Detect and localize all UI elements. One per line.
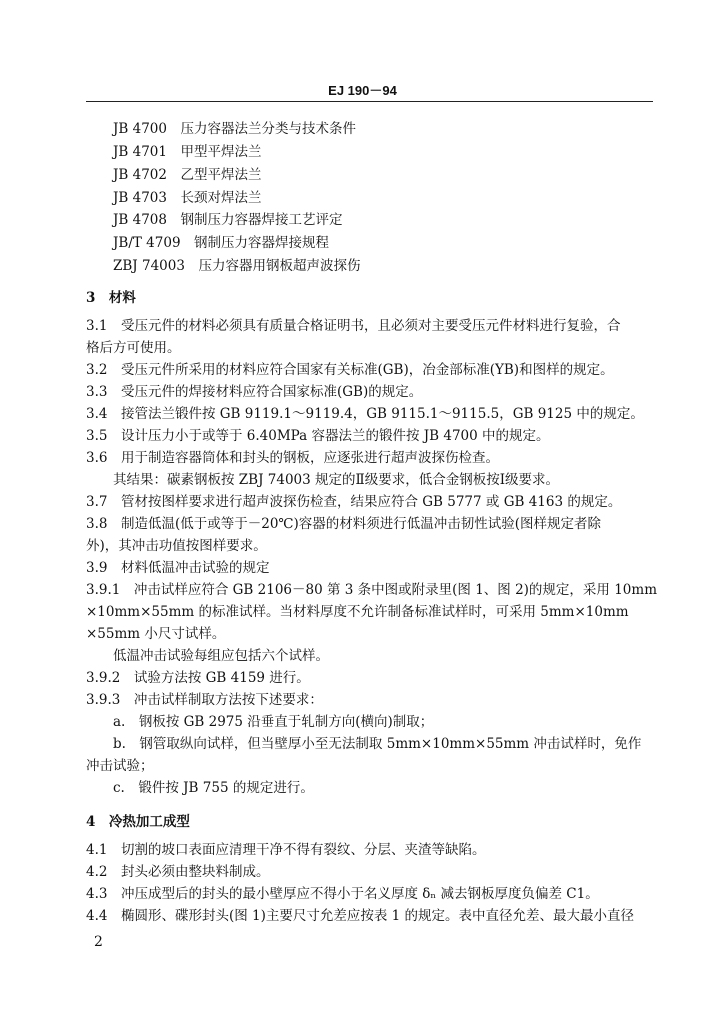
paragraph-line: 3.9.1 冲击试样应符合 GB 2106－80 第 3 条中图或附录里(图 1、图 2)的规定，采用 10mm [86, 582, 658, 598]
paragraph-line: 3.6 用于制造容器筒体和封头的钢板，应逐张进行超声波探伤检查。 [86, 450, 499, 466]
standard-line: ZBJ 74003 压力容器用钢板超声波探伤 [113, 258, 361, 274]
paragraph-line: 冲击试验； [86, 758, 154, 774]
paragraph-line: ×55mm 小尺寸试样。 [86, 626, 226, 642]
standard-line: JB 4708 钢制压力容器焊接工艺评定 [113, 212, 343, 228]
paragraph-line: 3.2 受压元件所采用的材料应符合国家有关标准(GB)，冶金部标准(YB)和图样的规定。 [86, 362, 614, 378]
paragraph-line: 低温冲击试验每组应包括六个试样。 [113, 648, 329, 664]
standard-line: JB/T 4709 钢制压力容器焊接规程 [113, 235, 330, 251]
list-item: c. 锻件按 JB 755 的规定进行。 [113, 780, 314, 796]
standard-line: JB 4703 长颈对焊法兰 [113, 190, 262, 206]
paragraph-line: 3.7 管材按图样要求进行超声波探伤检查，结果应符合 GB 5777 或 GB 4163 的规定。 [86, 494, 622, 510]
paragraph-line: 格后方可使用。 [86, 340, 181, 356]
paragraph-line: 3.9.3 冲击试样制取方法按下述要求： [86, 692, 323, 708]
section-4-heading: 4 冷热加工成型 [86, 814, 190, 830]
list-item: a. 钢板按 GB 2975 沿垂直于轧制方向(横向)制取； [113, 714, 434, 730]
list-item: b. 钢管取纵向试样，但当壁厚小至无法制取 5mm×10mm×55mm 冲击试样时，免作 [113, 736, 642, 752]
paragraph-line: 3.9.2 试验方法按 GB 4159 进行。 [86, 670, 310, 686]
paragraph-line: 3.4 接管法兰锻件按 GB 9119.1～9119.4，GB 9115.1～9115.5，GB 9125 中的规定。 [86, 406, 644, 422]
section-3-heading: 3 材料 [86, 290, 136, 306]
header-rule [86, 101, 653, 102]
paragraph-line: 3.9 材料低温冲击试验的规定 [86, 560, 270, 576]
paragraph-line: 3.5 设计压力小于或等于 6.40MPa 容器法兰的锻件按 JB 4700 中的规定。 [86, 428, 550, 444]
paragraph-line: 4.4 椭圆形、碟形封头(图 1)主要尺寸允差应按表 1 的规定。表中直径允差、最大最小直径 [86, 908, 635, 924]
standard-line: JB 4701 甲型平焊法兰 [113, 144, 262, 160]
paragraph-line: 3.1 受压元件的材料必须具有质量合格证明书，且必须对主要受压元件材料进行复验，合 [86, 318, 621, 334]
standard-line: JB 4702 乙型平焊法兰 [113, 167, 262, 183]
page-number: 2 [94, 934, 103, 950]
paragraph-line: 外)，其冲击功值按图样要求。 [86, 538, 267, 554]
paragraph-line: 3.3 受压元件的焊接材料应符合国家标准(GB)的规定。 [86, 384, 423, 400]
document-header: EJ 190－94 [328, 83, 397, 98]
paragraph-line: 4.3 冲压成型后的封头的最小壁厚应不得小于名义厚度 δₙ 减去钢板厚度负偏差 C1。 [86, 886, 599, 902]
standard-line: JB 4700 压力容器法兰分类与技术条件 [113, 121, 356, 137]
paragraph-line: 其结果：碳素钢板按 ZBJ 74003 规定的Ⅱ级要求，低合金钢板按Ⅰ级要求。 [113, 472, 560, 488]
paragraph-line: ×10mm×55mm 的标准试样。当材料厚度不允许制备标准试样时，可采用 5mm×10mm [86, 604, 629, 620]
paragraph-line: 3.8 制造低温(低于或等于－20℃)容器的材料须进行低温冲击韧性试验(图样规定者除 [86, 516, 602, 532]
paragraph-line: 4.2 封头必须由整块料制成。 [86, 864, 270, 880]
paragraph-line: 4.1 切割的坡口表面应清理干净不得有裂纹、分层、夹渣等缺陷。 [86, 842, 486, 858]
